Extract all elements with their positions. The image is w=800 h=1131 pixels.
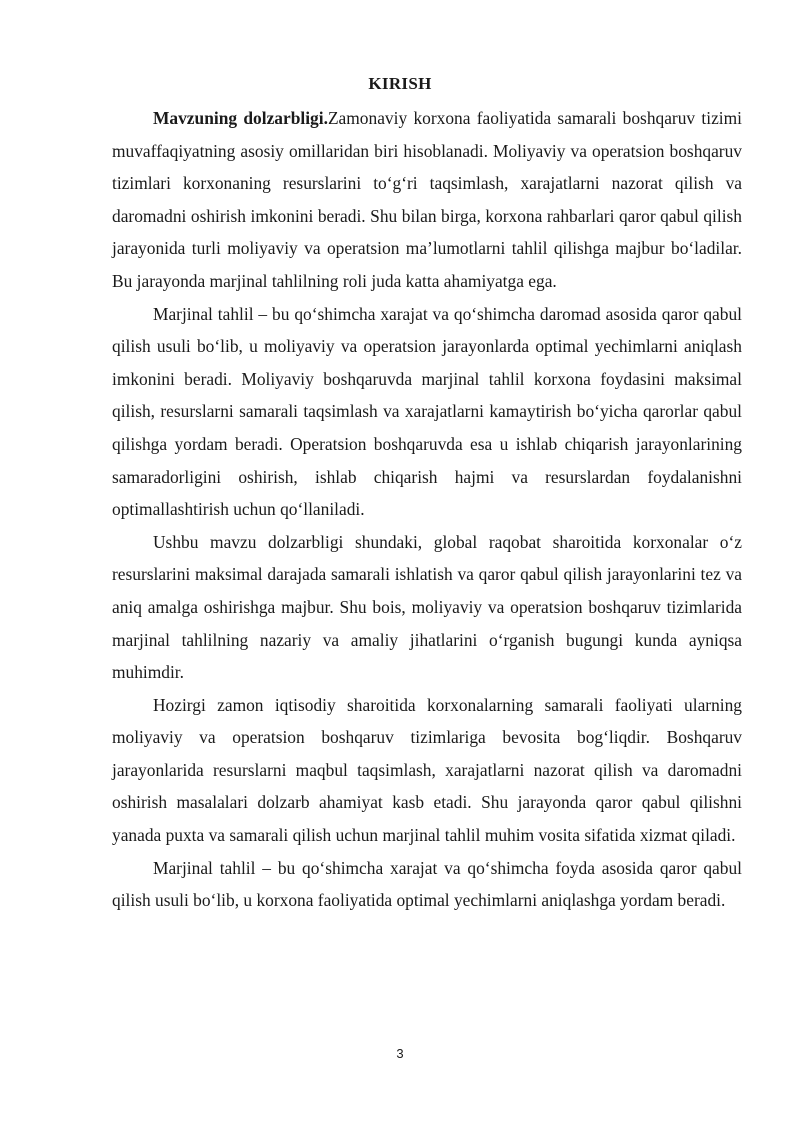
paragraph: Hozirgi zamon iqtisodiy sharoitida korxonalarning samarali faoliyati ularning moliyaviy va operatsion boshqaruv tizimlariga bevosita bog‘liqdir. Boshqaruv jarayonlarida resurslarni maqbul taqsimlash, xarajatlarni nazorat qilish va daromadni oshirish masalalari dolzarb ahamiyat kasb etadi. Shu jarayonda qaror qabul qilishni yanada puxta va samarali qilish uchun marjinal tahlil muhim vosita sifatida xizmat qiladi. [112,694,742,846]
paragraph: Marjinal tahlil – bu qo‘shimcha xarajat va qo‘shimcha daromad asosida qaror qabul qilish usuli bo‘lib, u moliyaviy va operatsion jarayonlarda optimal yechimlarni aniqlash imkonini beradi. Moliyaviy boshqaruvda marjinal tahlil korxona foydasini maksimal qilish, resurslarni samarali taqsimlash va xarajatlarni kamaytirish bo‘yicha qarorlar qabul qilishga yordam beradi. Operatsion boshqaruvda esa u ishlab chiqarish jarayonlarining samaradorligini oshirish, ishlab chiqarish hajmi va resurslardan foydalanishni optimallashtirish uchun qo‘llaniladi. [112,303,742,520]
paragraph: Marjinal tahlil – bu qo‘shimcha xarajat va qo‘shimcha foyda asosida qaror qabul qilish usuli bo‘lib, u korxona faoliyatida optimal yechimlarni aniqlashga yordam beradi. [112,857,742,911]
paragraph: Ushbu mavzu dolzarbligi shundaki, global raqobat sharoitida korxonalar o‘z resurslarini maksimal darajada samarali ishlatish va qaror qabul qilish jarayonlarini tez va aniq amalga oshirishga majbur. Shu bois, moliyaviy va operatsion boshqaruv tizimlarida marjinal tahlilning nazariy va amaliy jihatlarini o‘rganish bugungi kunda ayniqsa muhimdir. [112,531,742,683]
paragraph-relevance [112,102,742,298]
page-number: 3 [396,1046,404,1061]
body-text [112,102,742,917]
section-title: KIRISH [368,74,432,93]
paragraph-text: Zamonaviy korxona faoliyatida samarali boshqaruv tizimi muvaffaqiyatning asosiy omillaridan biri hisoblanadi. Moliyaviy va operatsion boshqaruv tizimlari korxonaning resurslarini to‘g‘ri taqsimlash, xarajatlarni nazorat qilish va daromadni oshirish imkonini beradi. Shu bilan birga, korxona rahbarlari qaror qabul qilish jarayonida turli moliyaviy va operatsion ma’lumotlarni tahlil qilishga majbur bo‘ladilar. Bu jarayonda marjinal tahlilning roli juda katta ahamiyatga ega. [112,108,742,291]
paragraph-lead: Mavzuning dolzarbligi. [153,108,328,128]
